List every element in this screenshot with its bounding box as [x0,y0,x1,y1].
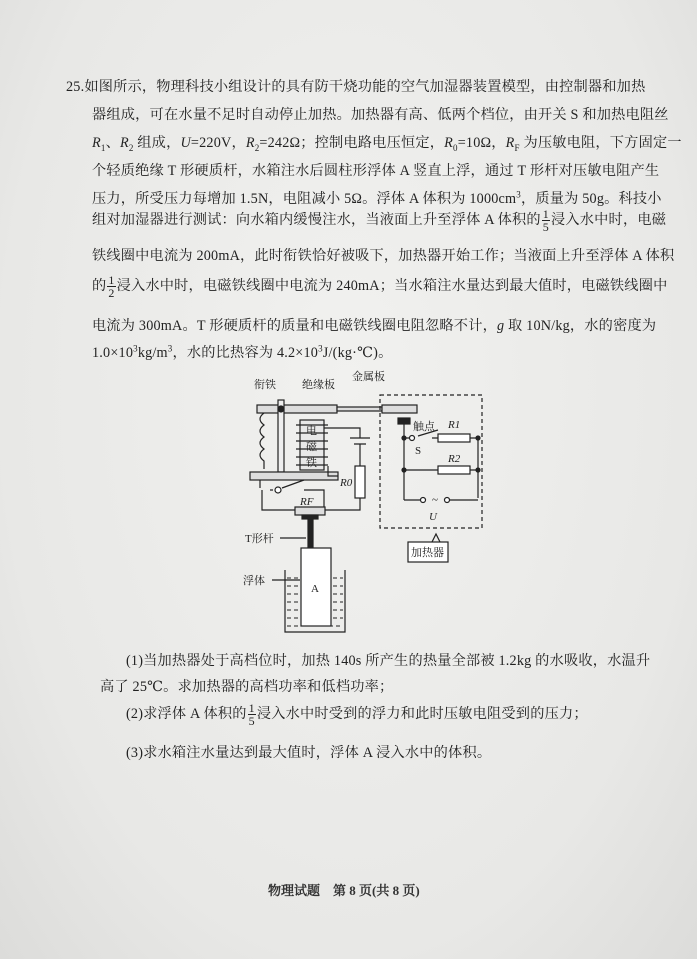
t: 3 [133,343,138,354]
question-line-7: 铁线圈中电流为 200mA，此时衔铁恰好被吸下，加热器开始工作；当液面上升至浮体 A 体积 [92,248,675,264]
t: R [92,135,101,151]
t: 电 [306,425,317,437]
label-switch-s: S [415,445,422,457]
t: g [496,318,505,334]
question-line-4: 个轻质绝缘 T 形硬质杆，水箱注水后圆柱形浮体 A 竖直上浮，通过 T 形杆对压敏电阻产生 [92,163,660,179]
t: 2 [128,142,134,153]
t: 铁 [306,457,317,469]
label-armature: 衔铁 [254,379,276,391]
label-ac: ~ [432,494,438,506]
subquestion-2 [126,702,588,727]
t: 3 [516,189,521,200]
armature-bar [257,405,337,413]
label-contact: 触点 [413,421,435,433]
t: (2)求浮体 A 体积的 [126,705,247,722]
t: =220V， [190,135,246,151]
t: 压力，所受压力每增加 1.5N，电阻减小 5Ω。浮体 A 体积为 1000cm [92,191,517,207]
question-line-2: 器组成，可在水量不足时自动停止加热。加热器有高、低两个档位，由开关 S 和加热电阻丝 [92,107,669,123]
label-heater: 加热器 [411,547,444,559]
subquestion-3: (3)求水箱注水量达到最大值时，浮体 A 浸入水中的体积。 [126,745,492,761]
t: 取 10N/kg，水的密度为 [504,318,657,334]
t: 1 [542,207,549,221]
t: ，质量为 50g。科技小 [520,191,662,207]
page-footer: 物理试题 第 8 页(共 8 页) [268,883,420,898]
question-line-10 [92,342,392,362]
fraction-one-half [107,274,115,299]
label-r2: R2 [448,453,461,465]
t: 组对加湿器进行测试：向水箱内缓慢注水，当液面上升至浮体 A 体积的 [92,211,541,228]
label-t-rod: T形杆 [245,533,274,545]
t: 1.0×10 [92,345,134,361]
t: 5 [248,714,255,728]
label-r1: R1 [448,419,461,431]
label-insulating-board: 绝缘板 [302,379,335,391]
t: R [119,135,129,151]
t: 0 [453,142,458,153]
t: 2 [254,142,260,153]
t: 浸入水中时，电磁铁线圈中电流为 240mA；当水箱注水量达到最大值时，电磁铁线圈中 [116,277,668,294]
label-u: U [429,511,437,523]
question-line-1 [66,76,645,96]
label-metal-plate: 金属板 [352,371,385,383]
t: 的 [92,277,107,294]
t: 3 [318,343,323,354]
t: 浸入水中时受到的浮力和此时压敏电阻受到的压力； [256,705,588,722]
label-r0: R0 [340,477,353,489]
subquestion-1-line-2: 高了 25℃。求加热器的高档功率和低档功率； [100,679,394,695]
t: 为压敏电阻，下方固定一 [519,135,682,151]
t: 1 [248,701,255,715]
label-rf: RF [300,496,314,508]
t: F [514,142,520,153]
t: R [505,135,515,151]
fraction-one-fifth [248,702,256,727]
t: U [180,135,191,151]
insulating-board [337,407,382,411]
humidifier-circuit-diagram [240,370,520,640]
t: J/(kg·℃)。 [322,345,393,361]
question-number: 25. [66,79,85,95]
question-line-6 [92,208,666,233]
question-line-9 [92,315,656,335]
t: 5 [542,220,549,234]
label-float: 浮体 [243,575,265,587]
metal-plate [382,405,417,413]
t: =10Ω， [457,135,506,151]
t: R [245,135,255,151]
t: 1 [100,142,106,153]
t: R [444,135,453,151]
question-line-8 [92,274,667,299]
t: =242Ω；控制电路电压恒定， [259,135,445,151]
t: 组成， [133,135,181,151]
t: kg/m [137,345,168,361]
question-line-3 [92,132,682,153]
t: 磁 [306,441,317,453]
t: 浸入水中时，电磁 [551,211,667,228]
t: 1 [108,273,115,287]
t: 电流为 300mA。T 形硬质杆的质量和电磁铁线圈电阻忽略不计， [92,318,497,334]
t: 3 [167,343,173,354]
text: 如图所示，物理科技小组设计的具有防干烧功能的空气加湿器装置模型，由控制器和加热 [84,79,646,95]
t: ，水的比热容为 4.2×10 [172,345,319,361]
question-line-5 [92,188,662,208]
label-float-a: A [311,583,319,595]
fraction-one-fifth [542,208,550,233]
t: 、 [105,135,120,151]
subquestion-1-line-1: (1)当加热器处于高档位时，加热 140s 所产生的热量全部被 1.2kg 的水吸收，水温升 [126,653,651,669]
t: 2 [108,286,115,300]
